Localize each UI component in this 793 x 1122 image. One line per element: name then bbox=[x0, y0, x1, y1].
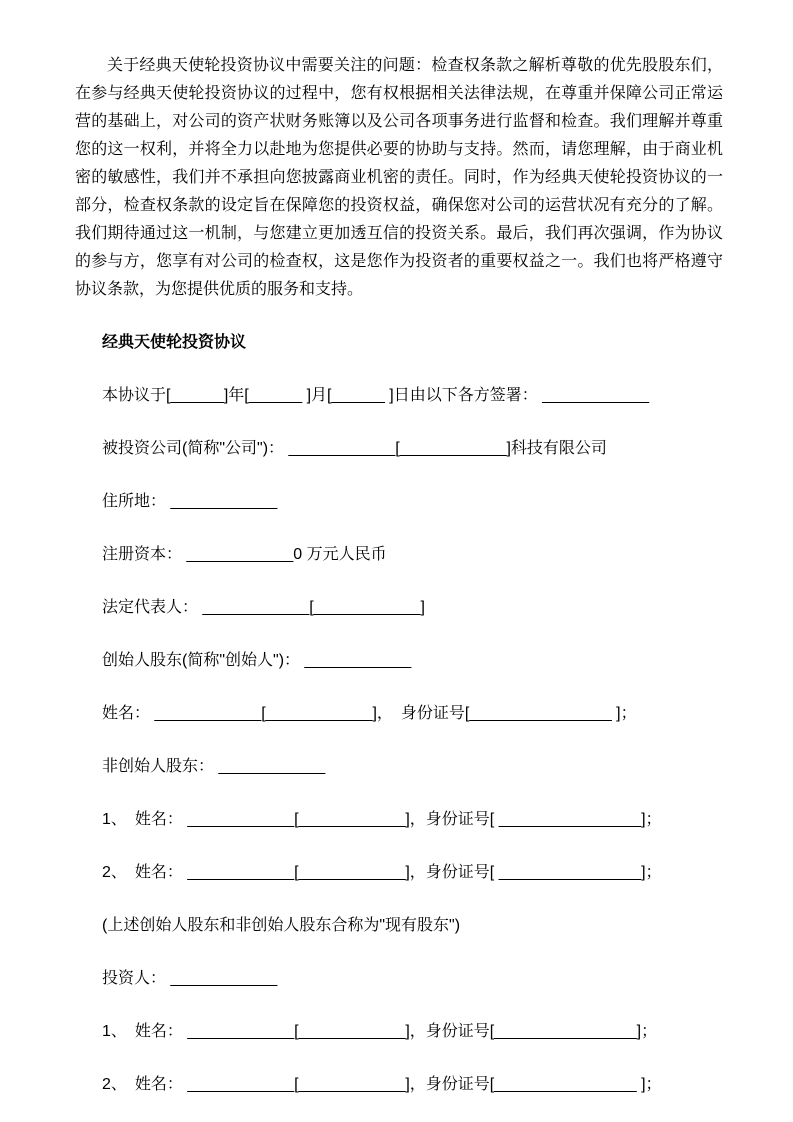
investor-line: 投资人： ____________ bbox=[102, 970, 278, 987]
non-founder-name-2-line: 2、 姓名： ____________[____________]，身份证号[ ________________]； bbox=[102, 864, 662, 881]
founder-name-line: 姓名： ____________[____________]， 身份证号[________________ ]； bbox=[102, 705, 637, 722]
investor-name-2-line: 2、 姓名： ____________[____________]，身份证号[________________ ]； bbox=[102, 1076, 662, 1093]
intro-paragraph: 关于经典天使轮投资协议中需要关注的问题：检查权条款之解析尊敬的优先股股东们，在参与经典天使轮投资协议的过程中，您有权根据相关法律法规，在尊重并保障公司正常运营的基础上，对公司的资产状财务账簿以及公司各项事务进行监督和检查。我们理解并尊重您的这一权利，并将全力以赴地为您提供必要的协助与支持。然而，请您理解，由于商业机密的敏感性，我们并不承担向您披露商业机密的责任。同时，作为经典天使轮投资协议的一部分，检查权条款的设定旨在保障您的投资权益，确保您对公司的运营状况有充分的了解。我们期待通过这一机制，与您建立更加透互信的投资关系。最后，我们再次强调，作为协议的参与方，您享有对公司的检查权，这是您作为投资者的重要权益之一。我们也将严格遵守协议条款，为您提供优质的服务和支持。 bbox=[75, 57, 723, 298]
investee-company-line: 被投资公司(简称"公司")： ____________[____________]科技有限公司 bbox=[102, 440, 607, 457]
document-title: 经典天使轮投资协议 bbox=[102, 334, 247, 351]
agreement-date-line: 本协议于[______]年[______ ]月[______ ]日由以下各方签署： ____________ bbox=[102, 387, 649, 404]
non-founder-name-1-line: 1、 姓名： ____________[____________]，身份证号[ ________________]； bbox=[102, 811, 662, 828]
investor-name-1-line: 1、 姓名： ____________[____________]，身份证号[________________]； bbox=[102, 1023, 658, 1040]
founder-shareholder-line: 创始人股东(简称"创始人")： ____________ bbox=[102, 652, 412, 669]
existing-shareholders-note-line: (上述创始人股东和非创始人股东合称为"现有股东") bbox=[102, 917, 461, 934]
registered-capital-line: 注册资本： ____________0 万元人民币 bbox=[102, 546, 387, 563]
legal-representative-line: 法定代表人： ____________[____________] bbox=[102, 599, 425, 616]
non-founder-shareholder-line: 非创始人股东： ____________ bbox=[102, 758, 326, 775]
domicile-line: 住所地： ____________ bbox=[102, 493, 278, 510]
